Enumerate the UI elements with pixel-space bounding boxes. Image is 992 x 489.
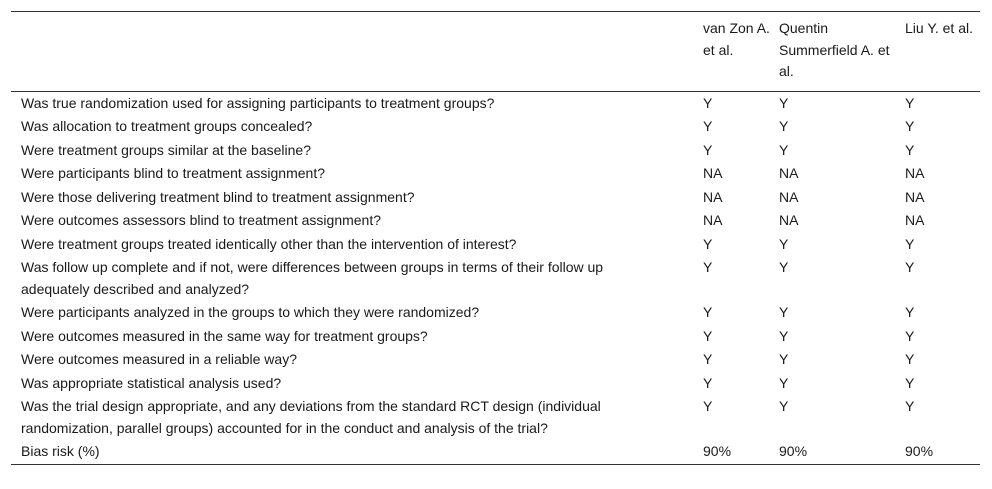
cell-van-zon: Y (703, 235, 713, 252)
row-question: Were those delivering treatment blind to treatment assignment? (21, 188, 415, 205)
cell-van-zon: Y (703, 351, 713, 367)
table-row (11, 301, 980, 325)
cell-quentin-summerfield: Y (779, 304, 789, 320)
row-question: Was follow up complete and if not, were differences between groups in terms of their follow up adequately described and analyzed? (21, 259, 604, 297)
cell-quentin-summerfield: Y (779, 327, 789, 344)
cell-quentin-summerfield: Y (779, 94, 789, 111)
cell-liu: Y (905, 398, 915, 414)
cell-quentin-summerfield: Y (779, 351, 789, 367)
table-row (11, 256, 980, 301)
cell-liu: NA (905, 212, 925, 228)
row-question: Were treatment groups treated identically other than the intervention of interest? (21, 235, 517, 252)
cell-van-zon: Y (703, 304, 713, 320)
cell-liu: Y (905, 351, 915, 367)
cell-liu: Y (905, 94, 915, 111)
cell-liu: Y (905, 235, 915, 252)
cell-van-zon: Y (703, 94, 713, 111)
header-van-zon: van Zon A. et al. (703, 20, 770, 58)
table-row (11, 440, 980, 464)
cell-van-zon: Y (703, 398, 713, 414)
table-row (11, 115, 980, 139)
cell-quentin-summerfield: 90% (779, 443, 808, 459)
row-question: Were outcomes measured in the same way for treatment groups? (21, 327, 428, 344)
cell-quentin-summerfield: NA (779, 165, 799, 181)
row-question: Was allocation to treatment groups concealed? (21, 118, 313, 134)
cell-van-zon: NA (703, 165, 723, 181)
table-row (11, 325, 980, 349)
table-row (11, 91, 980, 115)
table-row (11, 139, 980, 163)
header-blank (11, 12, 703, 92)
row-question: Were outcomes assessors blind to treatment assignment? (21, 212, 382, 228)
cell-liu: NA (905, 188, 925, 205)
cell-liu: Y (905, 118, 915, 134)
table-row (11, 162, 980, 186)
table-row (11, 395, 980, 440)
row-question: Was appropriate statistical analysis used? (21, 374, 282, 391)
row-question: Were treatment groups similar at the baseline? (21, 141, 311, 158)
cell-quentin-summerfield: NA (779, 188, 799, 205)
critical-appraisal-table (11, 11, 980, 465)
row-question: Bias risk (%) (21, 443, 100, 459)
cell-liu: 90% (905, 443, 934, 459)
cell-van-zon: Y (703, 141, 713, 158)
table-header-row (11, 12, 980, 92)
table-row (11, 372, 980, 396)
cell-liu: NA (905, 165, 925, 181)
row-question: Were participants analyzed in the groups to which they were randomized? (21, 304, 480, 320)
table-row (11, 209, 980, 233)
cell-van-zon: 90% (703, 443, 732, 459)
cell-van-zon: Y (703, 374, 713, 391)
cell-quentin-summerfield: Y (779, 118, 789, 134)
cell-van-zon: Y (703, 259, 713, 275)
cell-quentin-summerfield: Y (779, 374, 789, 391)
cell-liu: Y (905, 304, 915, 320)
cell-liu: Y (905, 141, 915, 158)
cell-van-zon: NA (703, 188, 723, 205)
cell-quentin-summerfield: Y (779, 398, 789, 414)
header-quentin-summerfield: Quentin Summerfield A. et al. (779, 20, 890, 79)
row-question: Were outcomes measured in a reliable way? (21, 351, 297, 367)
table-row (11, 348, 980, 372)
cell-liu: Y (905, 259, 915, 275)
cell-quentin-summerfield: Y (779, 141, 789, 158)
table-row (11, 186, 980, 210)
row-question: Was the trial design appropriate, and any deviations from the standard RCT design (individual randomization, parallel groups) accounted for in the conduct and analysis of the trial? (21, 398, 601, 436)
cell-quentin-summerfield: NA (779, 212, 799, 228)
cell-van-zon: Y (703, 118, 713, 134)
cell-quentin-summerfield: Y (779, 259, 789, 275)
cell-van-zon: NA (703, 212, 723, 228)
row-question: Were participants blind to treatment assignment? (21, 165, 326, 181)
cell-van-zon: Y (703, 327, 713, 344)
cell-quentin-summerfield: Y (779, 235, 789, 252)
cell-liu: Y (905, 327, 915, 344)
cell-liu: Y (905, 374, 915, 391)
table-row (11, 233, 980, 257)
header-liu: Liu Y. et al. (905, 20, 973, 36)
row-question: Was true randomization used for assigning participants to treatment groups? (21, 94, 495, 111)
